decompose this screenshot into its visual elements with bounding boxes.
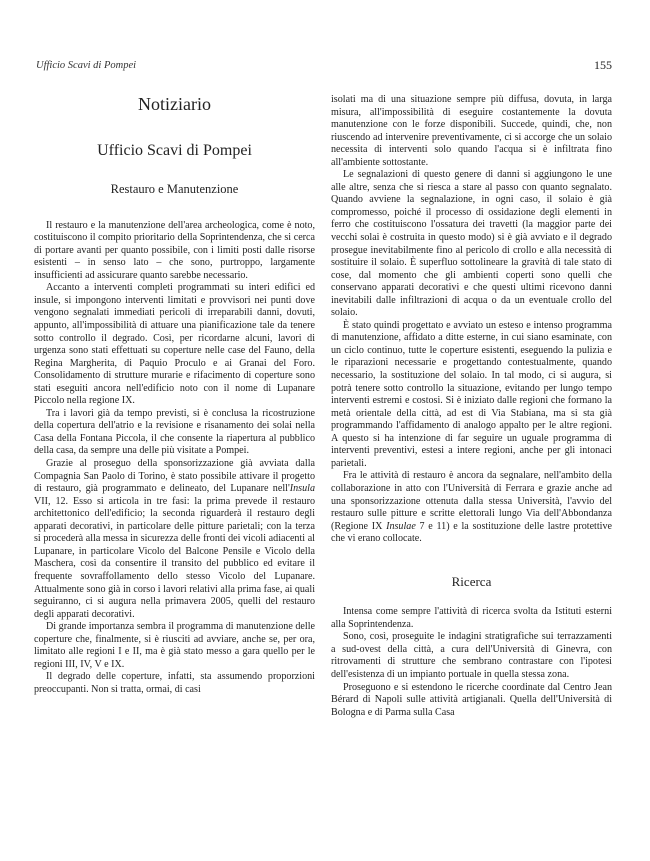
section-title: Notiziario: [138, 94, 211, 114]
left-column: [34, 92, 315, 696]
paragraph: Sono, così, proseguite le indagini stratigrafiche sui terrazzamenti a sud-ovest della città, a cura dell'Università di Ginevra, con ritrovamenti di strutture che sembrano contrastare con l'ipotesi dell'esistenza di un impianto portuale in quella stessa zona.: [331, 631, 612, 680]
paragraph: [331, 470, 612, 545]
paragraph: Il restauro e la manutenzione dell'area archeologica, come è noto, costituiscono il compito prioritario della Soprintendenza, che si cerca di portare avanti per quanto possibile, con i limiti posti dalle risorse esistenti – in senso lato – che sono, purtroppo, largamente insufficienti ad assicurare quanto sarebbe necessario.: [34, 219, 315, 281]
paragraph: Intensa come sempre l'attività di ricerca svolta da Istituti esterni alla Soprintendenza.: [331, 606, 612, 630]
paragraph: Proseguono e si estendono le ricerche coordinate dal Centro Jean Bérard di Napoli sulle attività artigianali. Quella dell'Università di Bologna e di Parma sulla Casa: [331, 681, 612, 718]
italic-term: Insula: [289, 483, 315, 495]
paragraph: È stato quindi progettato e avviato un esteso e intenso programma di manutenzione, affidato a ditte esterne, in cui siano esaminate, con un ciclo continuo, tutte le coperture esistenti, eseguendo la pulizia e le riparazioni necessarie e progettando contestualmente, quando necessario, la sostituzione del solaio. In tal modo, ci si augura, si potrà tenere sotto controllo la situazione, evitando per lungo tempo interventi estremi e costosi. Si è iniziato dalle regioni che formano la metà orientale della città, ad est di Via Stabiana, ma si sta già programmando l'affidamento di analogo appalto per le altre regioni. A questo si ha intenzione di far seguire un uguale programma di interventi preventivi, estesi a intere regioni, anche per gli intonaci parietali.: [331, 319, 612, 469]
paragraph: Il degrado delle coperture, infatti, sta assumendo proporzioni preoccupanti. Non si tratta, ormai, di casi: [34, 671, 315, 695]
paragraph: Tra i lavori già da tempo previsti, si è conclusa la ricostruzione della copertura dell'atrio e la revisione e risanamento dei solai nella Casa della Fontana Piccola, il che consente la riapertura al pubblico della casa, da sempre una delle più visitate a Pompei.: [34, 407, 315, 457]
text-run: VII, 12. Esso si articola in tre fasi: la prima prevede il restauro architettonico dell'edificio; la seconda riguarderà il restauro degli apparati decorativi, in particolare delle pitture parietali; con la terza si procederà alla messa in sicurezza delle fronti dei vicoli adiacenti al Lupanare, in particolare Vicolo del Balcone Pensile e Vicolo della Maschera, così da consentire il transito del pubblico ed evitare il frequente sovraffollamento dello stesso Vicolo del Lupanare. Attualmente sono già in corso i lavori relativi alla prima fase, ai quali seguiranno, ci si augura nella primavera 2005, quelli del restauro degli apparati decorativi.: [34, 495, 315, 620]
text-run: Fra le attività di restauro è ancora da segnalare, nell'ambito della collaborazione in atto con l'Università di Ferrara e grazie anche ad una sponsorizzazione ottenuta dalla stessa Università, l'avvio del restauro sulle pitture e scritte elettorali lungo Via dell'Abbondanza (Regione IX: [331, 470, 612, 532]
subsection-title-restauro: Restauro e Manutenzione: [110, 182, 239, 197]
text-run: Grazie al proseguo della sponsorizzazione già avviata dalla Compagnia San Paolo di Torino, è stato possibile attivare il progetto di restauro, già programmato e delineato, del Lupanare nell': [34, 458, 315, 495]
paragraph: Accanto a interventi completi programmati su interi edifici ed insule, si impongono interventi limitati e provvisori nei punti dove vengono segnalati immediati pericoli di irreparabili danni, dovuti, appunto, all'impossibilità di attuare una pianificazione tale da tenere sotto controllo il degrado. Così, per ricordarne alcuni, lavori di urgenza sono stati effettuati su coperture nelle case del Fauno, della Regina Margherita, di Paquio Proculo e ai Granai del Foro. Consolidamento di strutture murarie e rifacimento di coperture sono stati eseguiti ancora nell'edificio noto con il nome di Lupanare Piccolo nella regione IX.: [34, 282, 315, 407]
text-run: 7 e 11) e la sostituzione delle lastre protettive che vi erano collocate.: [331, 520, 612, 545]
right-column: [331, 94, 612, 719]
page-number: 155: [594, 58, 612, 72]
paragraph: isolati ma di una situazione sempre più diffusa, dovuta, in larga misura, all'impossibilità di eseguire costantemente la dovuta manutenzione con le forze disponibili. Succede, quindi, che, non riuscendo ad intervenire preventivamente, ci si accorge che un solaio necessita di interventi solo quando l'acqua si è infiltrata fino all'ambiente sottostante.: [331, 94, 612, 168]
running-head: Ufficio Scavi di Pompei: [36, 60, 137, 71]
paragraph: Le segnalazioni di questo genere di danni si aggiungono le une alle altre, senza che si riesca a stare al passo con quanto segnalato. Quando avviene la segnalazione, in ogni caso, il solaio è già compromesso, poiché il processo di ossidazione degli elementi in ferro che costituiscono l'ossatura dei travetti (la maggior parte dei vecchi solai è costruita in questo modo) si è già avviato e il degrado prosegue inevitabilmente fino al pericolo di crollo e alla necessità di sostituire il solaio. È superfluo sottolineare la gravità di tale stato di cose, dal momento che gli ambienti coperti sono quelli che conservano apparati decorativi e che questi ultimi ricevono danni inevitabili dalle infiltrazioni di acqua o da un eventuale crollo del solaio.: [331, 169, 612, 319]
italic-term: Insulae: [386, 520, 416, 532]
paragraph: Di grande importanza sembra il programma di manutenzione delle coperture che, finalmente, si è riusciti ad avviare, anche se, per ora, limitato alle regioni I e II, ma è già stato messo a gara quello per le regioni III, IV, V e IX.: [34, 621, 315, 670]
paragraph: [34, 458, 315, 621]
office-title: Ufficio Scavi di Pompei: [97, 141, 252, 159]
subsection-title-ricerca: Ricerca: [451, 573, 492, 589]
